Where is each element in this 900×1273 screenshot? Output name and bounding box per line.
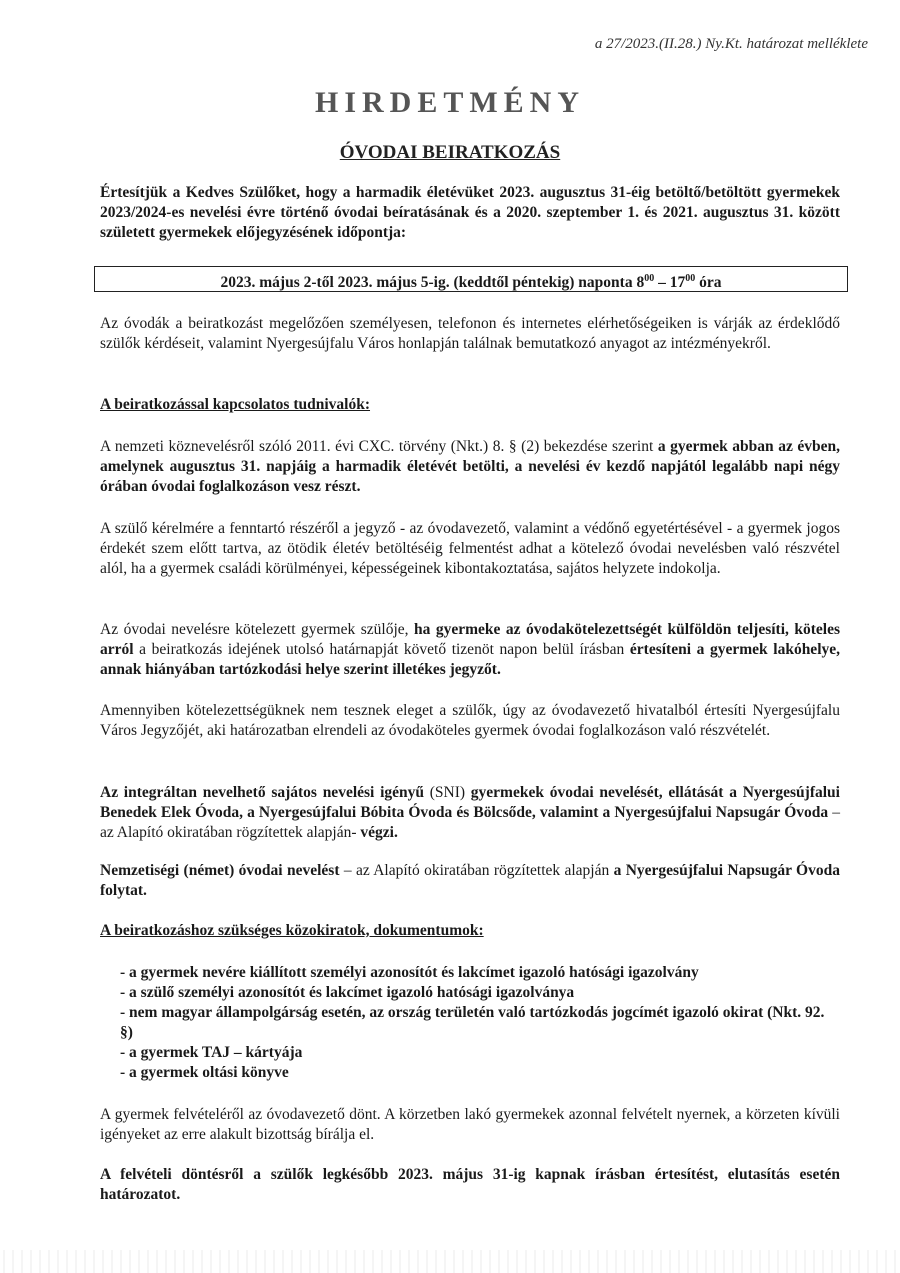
page-subtitle: ÓVODAI BEIRATKOZÁS bbox=[339, 142, 561, 163]
decision-paragraph: A felvételi döntésről a szülők legkésőbb 2023. május 31-ig kapnak írásban értesítést, elutasítás esetén határozatot. bbox=[100, 1166, 840, 1203]
law-text: A nemzeti köznevelésről szóló 2011. évi CXC. törvény (Nkt.) 8. § (2) bekezdése szerint bbox=[100, 438, 658, 455]
sni-paragraph bbox=[100, 783, 840, 843]
sni-abbr: (SNI) bbox=[429, 784, 471, 801]
reference-note: a 27/2023.(II.28.) Ny.Kt. határozat melléklete bbox=[594, 36, 868, 52]
nationality-text: – az Alapító okiratában rögzítettek alapján bbox=[339, 862, 614, 879]
scan-noise-strip bbox=[0, 1250, 900, 1273]
abroad-text-2: a beiratkozás idejének utolsó határnapját követő tizenöt napon belül írásban bbox=[133, 641, 630, 658]
list-item: - a gyermek nevére kiállított személyi azonosítót és lakcímet igazoló hatósági igazolvány bbox=[120, 964, 699, 981]
obligation-paragraph: Amennyiben kötelezettségüknek nem tesznek eleget a szülők, úgy az óvodavezető hivatalból értesíti Nyergesújfalu Város Jegyzőjét, aki határozatban elrendeli az óvodaköteles gyermek óvodai foglalkozáson való részvételét. bbox=[100, 702, 840, 739]
abroad-text-1: Az óvodai nevelésre kötelezett gyermek szülője, bbox=[100, 621, 415, 638]
section-heading-info: A beiratkozással kapcsolatos tudnivalók: bbox=[100, 396, 371, 413]
sni-bold-3: végzi. bbox=[360, 824, 398, 841]
page-title: HIRDETMÉNY bbox=[314, 86, 585, 119]
abroad-bold-1: ha gyermeke az óvodakötelezettségét külföldön teljesíti, köteles arról bbox=[100, 621, 841, 658]
sni-bold-2: gyermekek óvodai nevelését, ellátását a Nyergesújfalui Benedek Elek Óvoda, a Nyergesújfalui Bóbita Óvoda és Bölcsőde, valamint a Nyergesújfalui Napsugár Óvoda bbox=[100, 784, 840, 821]
law-bold: a gyermek abban az évben, amelynek augusztus 31. napjáig a harmadik életévét betölti, a nevelési év kezdő napjától legalább napi négy órában óvodai foglalkozáson vesz részt. bbox=[100, 438, 840, 495]
list-item: - a gyermek TAJ – kártyája bbox=[120, 1044, 303, 1061]
admission-paragraph: A gyermek felvételéről az óvodavezető dönt. A körzetben lakó gyermekek azonnal felvételt nyernek, a körzeten kívüli igényeket az erre alakult bizottság bírálja el. bbox=[100, 1106, 840, 1143]
list-item: - a szülő személyi azonosítót és lakcímet igazoló hatósági igazolványa bbox=[120, 984, 575, 1001]
date-text: 2023. május 2-től 2023. május 5-ig. (keddtől péntekig) naponta 8 bbox=[220, 274, 645, 291]
sni-bold-1: Az integráltan nevelhető sajátos nevelési igényű bbox=[100, 784, 430, 801]
intro-paragraph: Értesítjük a Kedves Szülőket, hogy a harmadik életévüket 2023. augusztus 31-éig betöltő/betöltött gyermekek 2023/2024-es nevelési évre történő óvodai beíratásának és a 2020. szeptember 1. és 2021. augusztus 31. között született gyermekek előjegyzésének időpontja: bbox=[100, 184, 840, 241]
date-sup-start: 00 bbox=[644, 273, 655, 284]
law-paragraph bbox=[100, 437, 840, 497]
nationality-bold-2: a Nyergesújfalui Napsugár Óvoda folytat. bbox=[100, 862, 840, 899]
abroad-bold-2: értesíteni a gyermek lakóhelye, annak hiányában tartózkodási helye szerint illetékes jegyzőt. bbox=[100, 641, 840, 678]
list-item: - a gyermek oltási könyve bbox=[120, 1064, 289, 1081]
section-heading-documents: A beiratkozáshoz szükséges közokiratok, dokumentumok: bbox=[100, 922, 484, 939]
date-sup-end: 00 bbox=[685, 273, 696, 284]
exemption-paragraph: A szülő kérelmére a fenntartó részéről a jegyző - az óvodavezető, valamint a védőnő egyetértésével - a gyermek jogos érdekét szem előtt tartva, az ötödik életév betöltéséig felmentést adhat a kötelező óvodai nevelésben való részvétel alól, ha a gyermek családi körülményei, képességeinek kibontakoztatása, sajátos helyzete indokolja. bbox=[100, 520, 840, 577]
date-end: óra bbox=[695, 274, 722, 291]
date-mid: – 17 bbox=[654, 274, 686, 291]
nationality-paragraph bbox=[100, 861, 840, 901]
abroad-paragraph bbox=[100, 620, 840, 680]
info-paragraph: Az óvodák a beiratkozást megelőzően személyesen, telefonon és internetes elérhetőségeiken is várják az érdeklődő szülők kérdéseit, valamint Nyergesújfalu Város honlapján találnak bemutatkozó anyagot az intézményekről. bbox=[100, 315, 840, 352]
nationality-bold-1: Nemzetiségi (német) óvodai nevelést bbox=[100, 862, 340, 879]
sni-text: – az Alapító okiratában rögzítettek alapján- bbox=[100, 804, 840, 841]
date-box bbox=[94, 266, 848, 292]
list-item: - nem magyar állampolgárság esetén, az ország területén való tartózkodás jogcímét igazoló okirat (Nkt. 92. §) bbox=[120, 1004, 825, 1041]
documents-list bbox=[120, 963, 840, 1083]
